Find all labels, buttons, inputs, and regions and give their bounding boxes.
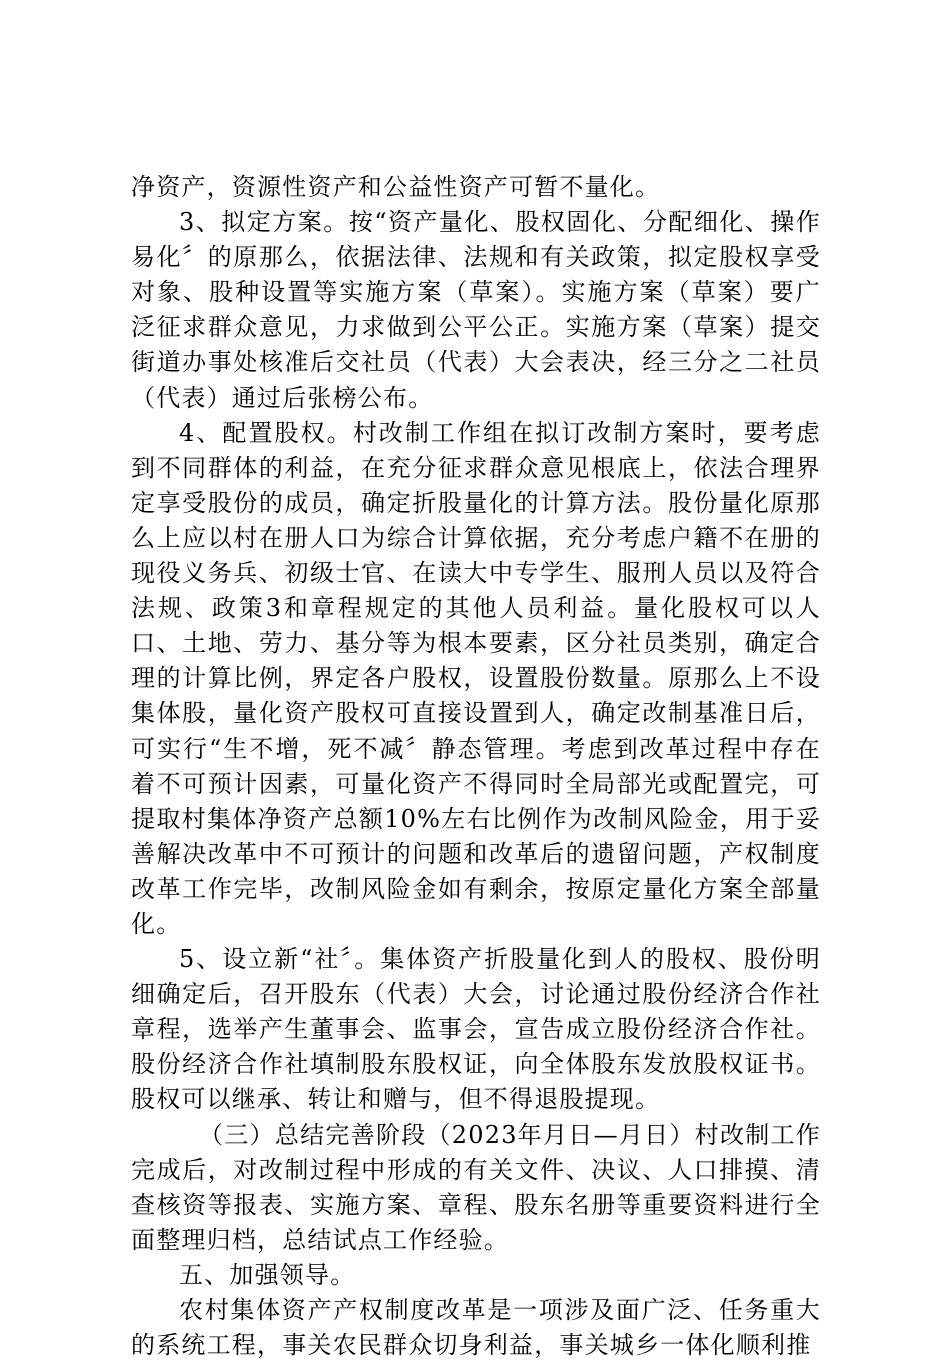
paragraph-leadership: 农村集体资产产权制度改革是一项涉及面广泛、任务重大的系统工程，事关农民群众切身利益，事关城乡一体化顺利推 — [131, 1296, 821, 1360]
paragraph-summary-stage: （三）总结完善阶段（2023年月日—月日）村改制工作完成后，对改制过程中形成的有关文件、决议、人口排摸、清查核资等报表、实施方案、章程、股东名册等重要资料进行全面整理归档，总结试点工作经验。 — [131, 1120, 821, 1254]
paragraph-establish-cooperative: 5、设立新“社〞。集体资产折股量化到人的股权、股份明细确定后，召开股东（代表）大会，讨论通过股份经济合作社章程，选举产生董事会、监事会，宣告成立股份经济合作社。股份经济合作社填制股东股权证，向全体股东发放股权证书。股权可以继承、转让和赠与，但不得退股提现。 — [131, 945, 821, 1114]
section-heading-leadership: 五、加强领导。 — [179, 1260, 356, 1289]
paragraph-continuation: 净资产，资源性资产和公益性资产可暂不量化。 — [131, 173, 661, 201]
document-page — [131, 170, 821, 1363]
paragraph-draft-plan: 3、拟定方案。按“资产量化、股权固化、分配细化、操作易化〞的原那么，依据法律、法规和有关政策，拟定股权享受对象、股种设置等实施方案（草案）。实施方案（草案）要广泛征求群众意见，力求做到公平公正。实施方案（草案）提交街道办事处核准后交社员（代表）大会表决，经三分之二社员（代表）通过后张榜公布。 — [131, 208, 821, 412]
paragraph-allocate-equity: 4、配置股权。村改制工作组在拟订改制方案时，要考虑到不同群体的利益，在充分征求群众意见根底上，依法合理界定享受股份的成员，确定折股量化的计算方法。股份量化原那么上应以村在册人口为综合计算依据，充分考虑户籍不在册的现役义务兵、初级士官、在读大中专学生、服刑人员以及符合法规、政策3和章程规定的其他人员利益。量化股权可以人口、土地、劳力、基分等为根本要素，区分社员类别，确定合理的计算比例，界定各户股权，设置股份数量。原那么上不设集体股，量化资产股权可直接设置到人，确定改制基准日后，可实行“生不增，死不减〞静态管理。考虑到改革过程中存在着不可预计因素，可量化资产不得同时全局部光或配置完，可提取村集体净资产总额10%左右比例作为改制风险金，用于妥善解决改革中不可预计的问题和改革后的遗留问题，产权制度改革工作完毕，改制风险金如有剩余，按原定量化方案全部量化。 — [131, 418, 821, 938]
